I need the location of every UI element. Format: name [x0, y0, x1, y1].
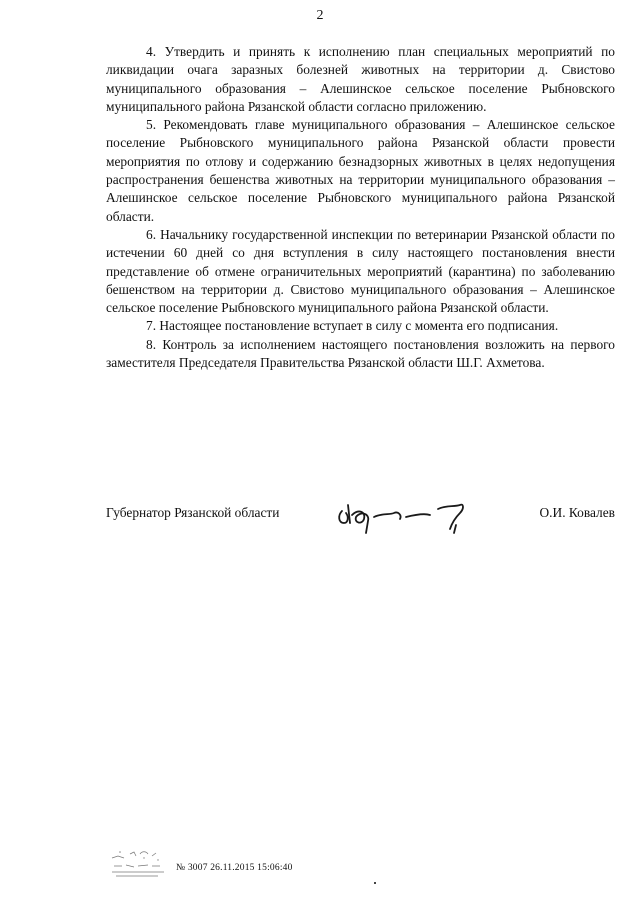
- paragraph-4: 4. Утвердить и принять к исполнению план специальных мероприятий по ликвидации очага заразных болезней животных на территории д. Свистово муниципального образования – Алешинское сельское поселение Рыбновского муниципального района Рязанской области согласно приложению.: [106, 44, 615, 114]
- handwritten-signature: [334, 493, 494, 543]
- scan-speck: [374, 882, 376, 884]
- paragraph-8: 8. Контроль за исполнением настоящего постановления возложить на первого заместителя Председателя Правительства Рязанской области Ш.Г. Ахметова.: [106, 336, 615, 371]
- signer-name: О.И. Ковалев: [539, 505, 615, 520]
- paragraph-5: 5. Рекомендовать главе муниципального образования – Алешинское сельское поселение Рыбновского муниципального района Рязанской области провести мероприятия по отлову и содержанию безнадзорных животных в целях недопущения распространения бешенства животных на территории муниципального образования – Алешинское сельское поселение Рыбновского муниципального района Рязанской области.: [106, 117, 615, 224]
- registration-number: № 3007 26.11.2015 15:06:40: [176, 863, 293, 873]
- page-number: 2: [316, 8, 324, 23]
- paragraph-7: 7. Настоящее постановление вступает в силу с момента его подписания.: [146, 318, 559, 334]
- document-body: [106, 43, 615, 372]
- paragraph-6: 6. Начальнику государственной инспекции по ветеринарии Рязанской области по истечении 60 дней со дня вступления в силу настоящего постановления внести представление об отмене ограничительных мероприятий (карантина) по заболеванию бешенством на территории д. Свистово муниципального образования – Алешинское сельское поселение Рыбновского муниципального района Рязанской области.: [106, 226, 615, 316]
- signer-title: Губернатор Рязанской области: [106, 505, 280, 520]
- registration-stamp-mark: [108, 848, 168, 882]
- signature-block: [106, 505, 615, 535]
